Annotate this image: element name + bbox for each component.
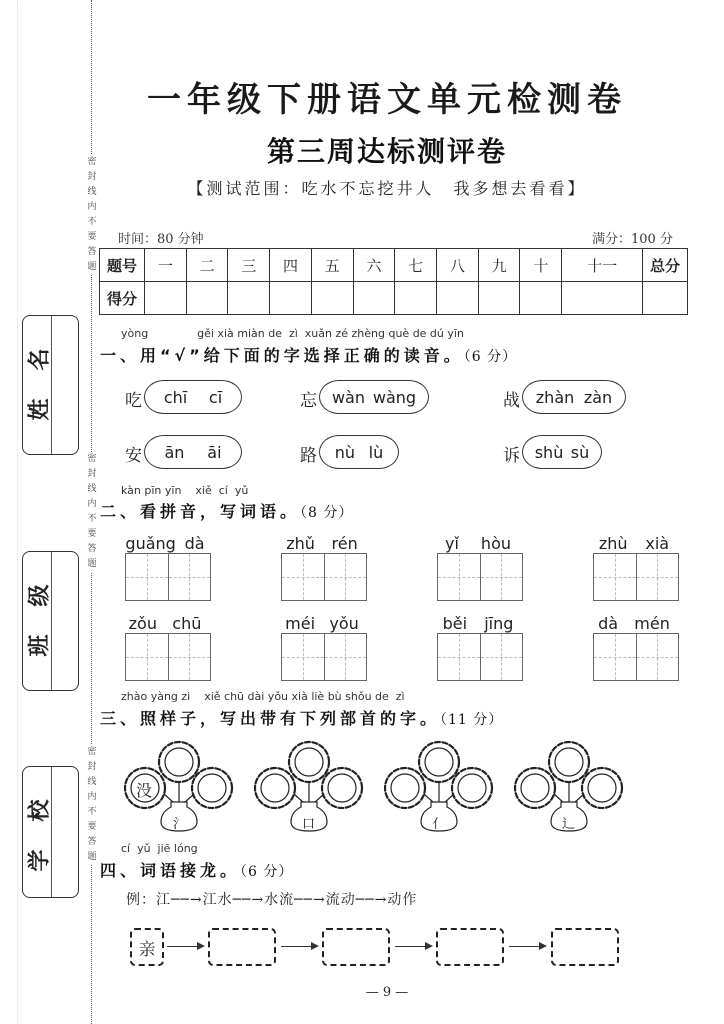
- header-cell: 八: [437, 249, 479, 282]
- q1-option[interactable]: sù: [570, 442, 590, 462]
- header-cell: 十一: [562, 249, 643, 282]
- example-char: 没: [136, 781, 153, 800]
- q1-points: （6 分）: [463, 349, 518, 365]
- school-field[interactable]: [22, 766, 79, 898]
- q4-title: [100, 858, 293, 881]
- score-cell[interactable]: [311, 282, 353, 315]
- chain-start-box: [130, 928, 164, 966]
- seal-char: 线: [87, 777, 97, 787]
- school-label-a: 学: [27, 849, 53, 872]
- seal-char: 要: [87, 232, 97, 242]
- arrow-icon: [509, 946, 545, 947]
- pinyin-syllable: yǐ: [445, 534, 459, 553]
- q2-title: [100, 499, 353, 522]
- q1-title-text: 一、用“√”给下面的字选择正确的读音。: [100, 346, 464, 365]
- q3-title-text: 三、照样子，写出带有下列部首的字。: [100, 709, 441, 728]
- q1-option-cloud[interactable]: [144, 435, 242, 469]
- q1-char: 战: [503, 391, 520, 411]
- grid-cell[interactable]: [126, 634, 169, 680]
- flower-vase-cluster: [124, 738, 234, 833]
- q1-option[interactable]: shù: [534, 442, 564, 462]
- time-limit: 时间：80 分钟: [118, 232, 204, 247]
- seal-char: 内: [87, 499, 97, 509]
- writing-grid[interactable]: [437, 553, 523, 601]
- score-table: [99, 248, 688, 315]
- grid-cell[interactable]: [637, 554, 679, 600]
- pinyin-syllable: zhǔ: [286, 534, 315, 553]
- seal-char: 答: [87, 837, 97, 847]
- grid-cell[interactable]: [169, 634, 211, 680]
- name-label-b: 名: [27, 348, 53, 371]
- grid-cell[interactable]: [126, 554, 169, 600]
- header-cell: 五: [311, 249, 353, 282]
- q1-option[interactable]: zhàn: [535, 387, 575, 407]
- seal-char: 封: [87, 762, 97, 772]
- q1-option[interactable]: chī: [163, 387, 188, 407]
- score-table-header-row: [100, 249, 688, 282]
- score-cell[interactable]: [437, 282, 479, 315]
- score-cell[interactable]: [228, 282, 270, 315]
- field-divider: [51, 552, 52, 690]
- pinyin-syllable: mén: [634, 614, 670, 633]
- name-field[interactable]: [22, 315, 79, 455]
- pinyin-syllable: guǎng: [125, 534, 176, 553]
- seal-char: 封: [87, 172, 97, 182]
- grid-cell[interactable]: [481, 634, 523, 680]
- q2-pinyin-pair: [590, 534, 678, 553]
- seal-char: 题: [87, 262, 97, 272]
- score-cell[interactable]: [643, 282, 688, 315]
- pinyin-syllable: hòu: [480, 534, 511, 553]
- grid-cell[interactable]: [438, 634, 481, 680]
- score-cell[interactable]: [353, 282, 395, 315]
- writing-grid[interactable]: [125, 633, 211, 681]
- row-header-cell: 得分: [100, 282, 145, 315]
- q4-pinyin: cí yǔ jiē lóng: [100, 842, 198, 855]
- grid-cell[interactable]: [282, 634, 325, 680]
- q1-char: 安: [125, 446, 142, 466]
- q3-title: [100, 706, 503, 729]
- seal-notice-3: [85, 745, 99, 865]
- class-label-b: 级: [27, 584, 53, 607]
- seal-char: 线: [87, 484, 97, 494]
- header-cell: 九: [478, 249, 520, 282]
- pinyin-syllable: zhù: [598, 534, 628, 553]
- arrow-icon: [281, 946, 317, 947]
- q1-option[interactable]: wàng: [372, 387, 417, 407]
- seal-char: 题: [87, 559, 97, 569]
- score-cell[interactable]: [478, 282, 520, 315]
- seal-char: 密: [87, 454, 97, 464]
- radical-label: 亻: [432, 817, 446, 832]
- score-table-score-row: [100, 282, 688, 315]
- q1-option-cloud[interactable]: [144, 380, 242, 414]
- radical-label: 辶: [562, 817, 576, 832]
- grid-cell[interactable]: [637, 634, 679, 680]
- seal-char: 不: [87, 217, 97, 227]
- full-score: 满分：100 分: [592, 232, 673, 247]
- q1-char: 诉: [503, 446, 520, 466]
- q3-pinyin: zhào yàng zi xiě chū dài yǒu xià liè bù shǒu de zì: [100, 690, 405, 703]
- field-divider: [51, 767, 52, 897]
- flower-vase-cluster: [254, 738, 364, 833]
- seal-char: 密: [87, 157, 97, 167]
- pinyin-syllable: chū: [172, 614, 202, 633]
- chain-answer-box[interactable]: [551, 928, 619, 966]
- q1-char: 吃: [125, 391, 142, 411]
- writing-grid[interactable]: [281, 553, 367, 601]
- seal-notice-1: [85, 155, 99, 275]
- q3-points: （11 分）: [440, 712, 504, 728]
- radical-label: 口: [302, 817, 316, 832]
- writing-grid[interactable]: [281, 633, 367, 681]
- class-field[interactable]: [22, 551, 79, 691]
- q1-char: 路: [300, 446, 317, 466]
- q1-option[interactable]: zàn: [583, 387, 613, 407]
- writing-grid[interactable]: [593, 553, 679, 601]
- flower-vase-cluster: [514, 738, 624, 833]
- test-scope: 【测试范围：吃水不忘挖井人 我多想去看看】: [187, 179, 587, 198]
- q1-option[interactable]: nù: [334, 442, 356, 462]
- seal-char: 封: [87, 469, 97, 479]
- q2-pinyin-pair: [278, 534, 366, 553]
- pinyin-syllable: rén: [331, 534, 358, 553]
- q2-pinyin-pair: [121, 614, 209, 633]
- grid-cell[interactable]: [169, 554, 211, 600]
- class-label-a: 班: [27, 634, 53, 657]
- score-cell[interactable]: [520, 282, 562, 315]
- q1-option[interactable]: cī: [208, 387, 223, 407]
- pinyin-syllable: xià: [645, 534, 670, 553]
- seal-char: 内: [87, 792, 97, 802]
- pinyin-syllable: dà: [598, 614, 619, 633]
- header-cell: 总分: [643, 249, 688, 282]
- q1-option-cloud[interactable]: [319, 435, 399, 469]
- writing-grid[interactable]: [437, 633, 523, 681]
- score-cell[interactable]: [145, 282, 187, 315]
- seal-char: 不: [87, 514, 97, 524]
- score-cell[interactable]: [186, 282, 228, 315]
- seal-char: 要: [87, 529, 97, 539]
- pinyin-syllable: dà: [184, 534, 205, 553]
- grid-cell[interactable]: [594, 634, 637, 680]
- seal-char: 内: [87, 202, 97, 212]
- seal-char: 要: [87, 822, 97, 832]
- q4-title-text: 四、词语接龙。: [100, 861, 241, 880]
- grid-cell[interactable]: [325, 634, 367, 680]
- q1-option-cloud[interactable]: [522, 380, 626, 414]
- seal-notice-2: [85, 452, 99, 572]
- seal-char: 不: [87, 807, 97, 817]
- page-subtitle: 第三周达标测评卷: [266, 135, 507, 168]
- header-cell: 六: [353, 249, 395, 282]
- pinyin-syllable: zǒu: [128, 614, 157, 633]
- pinyin-syllable: běi: [442, 614, 468, 633]
- header-cell: 三: [228, 249, 270, 282]
- chain-start-char: 亲: [138, 939, 156, 960]
- q1-pinyin: yòng gěi xià miàn de zì xuǎn zé zhèng què de dú yīn: [100, 327, 464, 340]
- q1-option-cloud[interactable]: [319, 380, 429, 414]
- q1-title: [100, 343, 517, 366]
- seal-char: 题: [87, 852, 97, 862]
- seal-char: 密: [87, 747, 97, 757]
- header-cell: 题号: [100, 249, 145, 282]
- header-cell: 一: [145, 249, 187, 282]
- grid-cell[interactable]: [438, 554, 481, 600]
- grid-cell[interactable]: [594, 554, 637, 600]
- header-cell: 四: [270, 249, 312, 282]
- grid-cell[interactable]: [481, 554, 523, 600]
- q2-points: （8 分）: [300, 505, 354, 521]
- radical-label: 氵: [173, 817, 187, 832]
- q1-option[interactable]: wàn: [331, 387, 365, 407]
- writing-grid[interactable]: [593, 633, 679, 681]
- arrow-icon: [167, 946, 203, 947]
- q2-pinyin-pair: [434, 534, 522, 553]
- q1-char: 忘: [300, 391, 317, 411]
- grid-cell[interactable]: [282, 554, 325, 600]
- q1-option[interactable]: ān: [164, 442, 185, 462]
- grid-cell[interactable]: [325, 554, 367, 600]
- seal-char: 线: [87, 187, 97, 197]
- arrow-icon: [395, 946, 431, 947]
- pinyin-syllable: yǒu: [329, 614, 359, 633]
- q2-pinyin-pair: [121, 534, 209, 553]
- q4-example: 例：江──→江水──→水流──→流动──→动作: [126, 892, 418, 908]
- chain-answer-box[interactable]: [436, 928, 504, 966]
- q1-option[interactable]: lù: [368, 442, 384, 462]
- q2-pinyin-pair: [434, 614, 522, 633]
- name-label-a: 姓: [27, 398, 53, 421]
- q2-pinyin-pair: [278, 614, 366, 633]
- score-cell[interactable]: [395, 282, 437, 315]
- pinyin-syllable: méi: [285, 614, 316, 633]
- q2-pinyin-pair: [590, 614, 678, 633]
- q1-option-cloud[interactable]: [522, 435, 602, 469]
- chain-answer-box[interactable]: [208, 928, 276, 966]
- score-cell[interactable]: [270, 282, 312, 315]
- seal-char: 答: [87, 544, 97, 554]
- writing-grid[interactable]: [125, 553, 211, 601]
- chain-answer-box[interactable]: [322, 928, 390, 966]
- school-label-b: 校: [27, 799, 53, 822]
- score-cell[interactable]: [562, 282, 643, 315]
- flower-vase-cluster: [384, 738, 494, 833]
- header-cell: 二: [186, 249, 228, 282]
- page-title: 一年级下册语文单元检测卷: [147, 80, 627, 120]
- seal-char: 答: [87, 247, 97, 257]
- page-number: — 9 —: [365, 985, 409, 1000]
- header-cell: 七: [395, 249, 437, 282]
- q2-pinyin: kàn pīn yīn xiě cí yǔ: [100, 484, 249, 497]
- q2-title-text: 二、看拼音，写词语。: [100, 502, 301, 521]
- field-divider: [51, 316, 52, 454]
- q1-option[interactable]: āi: [207, 442, 222, 462]
- header-cell: 十: [520, 249, 562, 282]
- q4-points: （6 分）: [240, 864, 294, 880]
- pinyin-syllable: jīng: [484, 614, 514, 633]
